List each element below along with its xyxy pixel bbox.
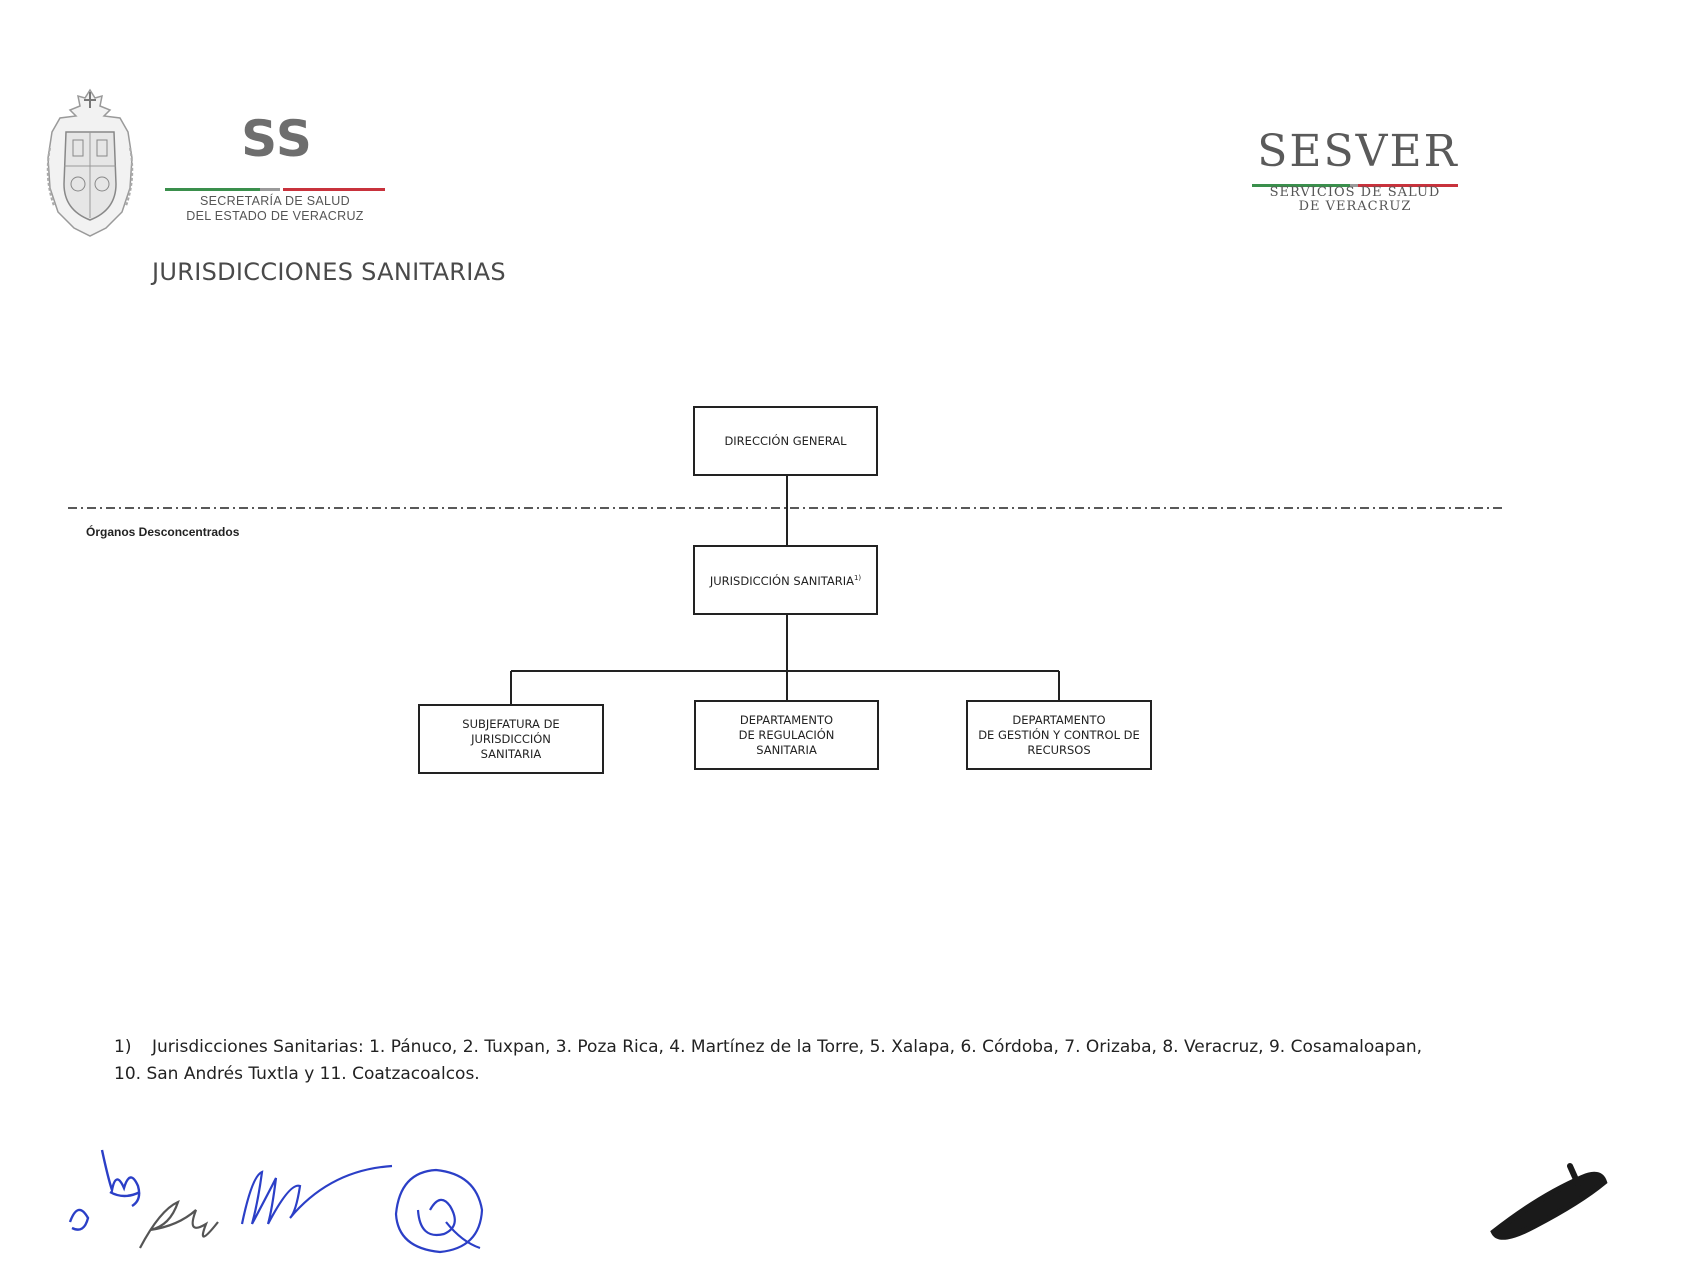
signature-3 [242, 1166, 392, 1224]
signature-4 [396, 1170, 482, 1252]
signatures [0, 1130, 1687, 1287]
sesver-logo-line1: SERVICIOS DE SALUD [1269, 185, 1441, 200]
org-box-label: DEPARTAMENTO DE GESTIÓN Y CONTROL DE RECURSOS [978, 712, 1140, 757]
footnote-text: Jurisdicciones Sanitarias: 1. Pánuco, 2. Tuxpan, 3. Poza Rica, 4. Martínez de la Torre, 5. Xalapa, 6. Córdoba, 7. Orizaba, 8. Veracruz, 9. Cosamaloapan, 10. San Andrés Tuxtla y 11. Coatzacoalcos. [114, 1037, 1423, 1084]
signature-5 [1494, 1166, 1604, 1237]
org-box-direccion-general [693, 406, 878, 476]
org-box-label: SUBJEFATURA DE JURISDICCIÓN SANITARIA [462, 716, 560, 761]
sesver-logo-text: SESVER [1257, 126, 1459, 177]
ss-logo-line2: DEL ESTADO DE VERACRUZ [186, 209, 364, 223]
sesver-logo-line2: DE VERACRUZ [1298, 199, 1412, 214]
org-box-gestion-recursos [966, 700, 1152, 770]
footnote-number: 1) [114, 1037, 132, 1057]
org-box-label: JURISDICCIÓN SANITARIA [709, 573, 854, 588]
org-box-jurisdiccion-sanitaria [693, 545, 878, 615]
signature-2 [140, 1202, 218, 1248]
page-title: JURISDICCIONES SANITARIAS [152, 258, 506, 286]
footnote [114, 1034, 1444, 1088]
ss-logo-line1: SECRETARÍA DE SALUD [200, 194, 350, 208]
org-box-subjefatura [418, 704, 604, 774]
organos-desconcentrados-label: Órganos Desconcentrados [86, 525, 240, 539]
signature-1 [70, 1150, 140, 1230]
footnote-marker: 1) [853, 574, 862, 583]
org-box-regulacion-sanitaria [694, 700, 879, 770]
ss-logo-text: SS [241, 110, 313, 168]
org-box-label: DIRECCIÓN GENERAL [724, 433, 847, 448]
org-box-label: DEPARTAMENTO DE REGULACIÓN SANITARIA [738, 712, 835, 757]
